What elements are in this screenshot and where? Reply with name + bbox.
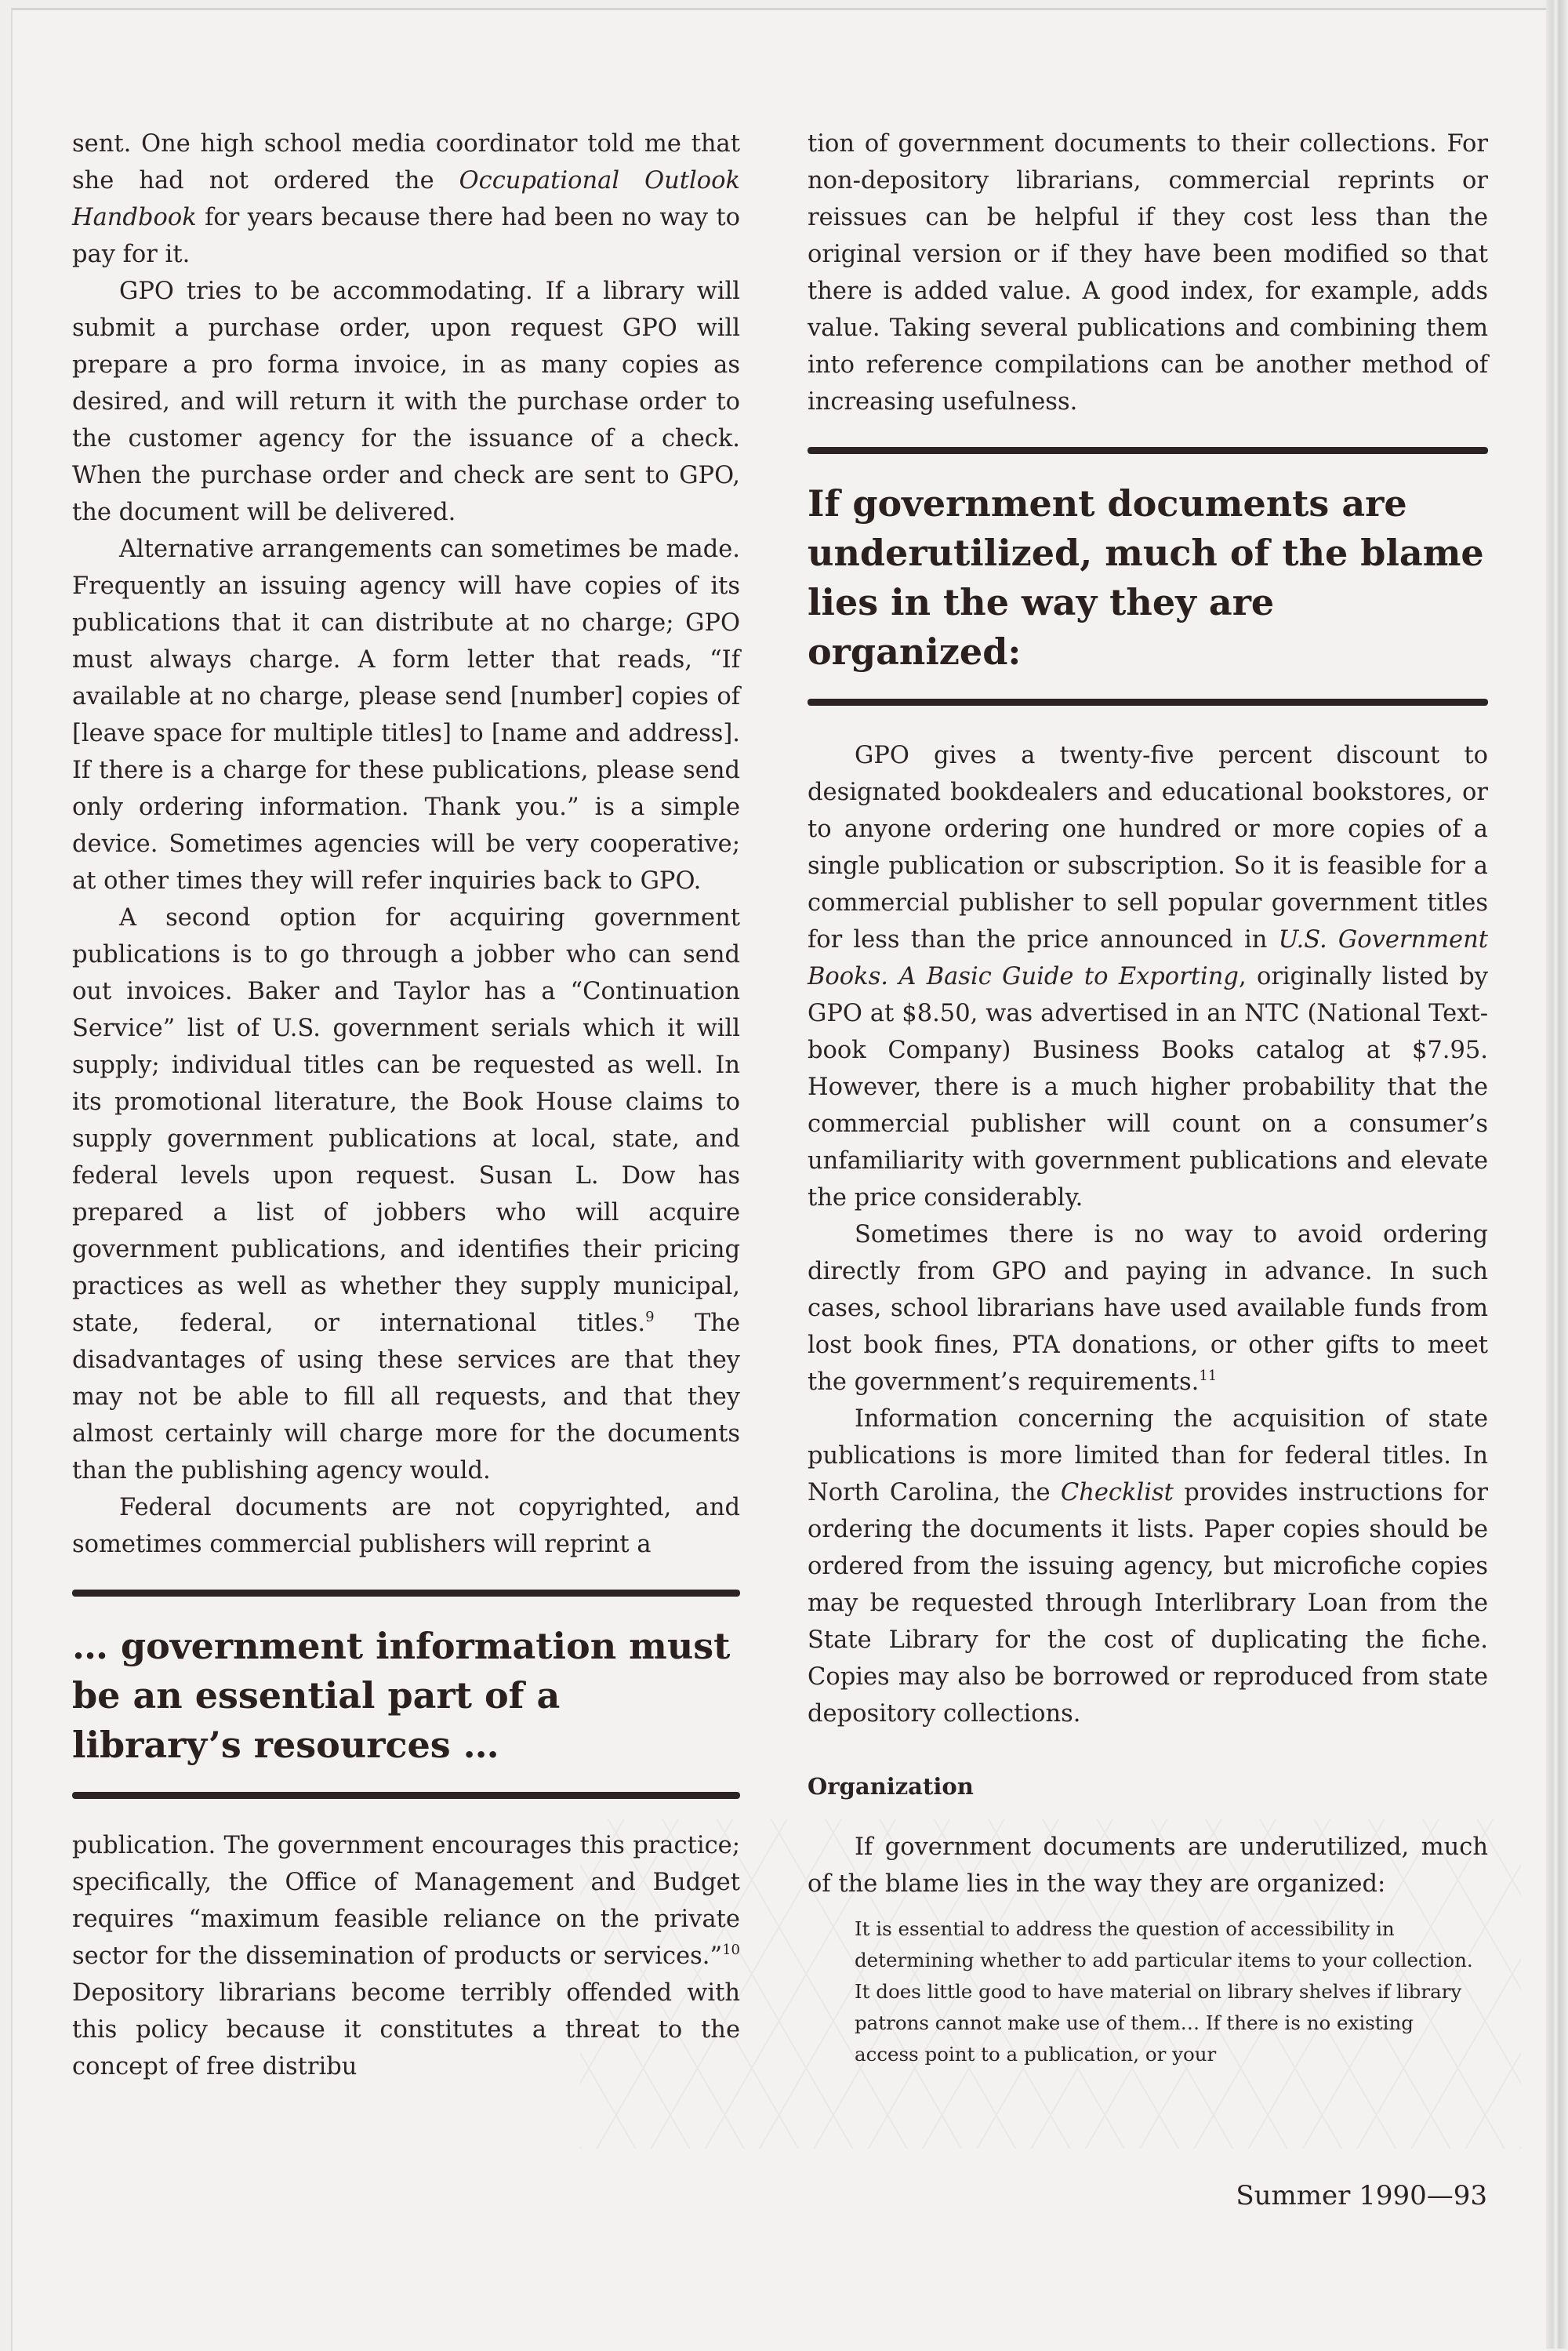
text: GPO gives a twenty-five percent discount to designated bookdealers and educational bookstores, or to anyone ordering one hundred or more copies of a single publication or subscription. So it is feasible for a commercial publisher to sell popular government titles for less than the price announced in [808, 742, 1488, 954]
paragraph: tion of government documents to their collections. For non-depository librarians, commercial reprints or reissues can be helpful if they cost less than the original version or if they have been modified so that there is added value. A good index, for example, adds value. Taking several publications and combining them into reference compilations can be another method of increasing usefulness. [808, 130, 1488, 416]
paragraph [808, 1401, 1488, 1732]
paragraph: If government documents are underutilized, much of the blame lies in the way they are organized: [808, 1833, 1488, 1898]
rule-divider [72, 1590, 740, 1597]
paragraph [808, 737, 1488, 1216]
paragraph [72, 899, 740, 1489]
paragraph: Alternative arrangements can sometimes be made. Frequently an issuing agency will have copies of its publications that it can distribute at no charge; GPO must always charge. A form letter that reads, “If available at no charge, please send [number] copies of [leave space for multiple titles] to [name and address]. If there is a charge for these publications, please send only ordering information. Thank you.” is a simple device. Sometimes agencies will be very cooperative; at other times they will refer inquiries back to GPO. [72, 536, 740, 895]
text: A second option for acquiring government publications is to go through a jobber who can send out invoices. Baker and Taylor has a “Continuation Service” list of U.S. government serials which it will supply; individual titles can be requested as well. In its promotional literature, the Book House claims to supply government publications at local, state, and federal levels upon request. Susan L. Dow has prepared a list of jobbers who will acquire government publications, and identifies their pricing practices as well as whether they supply municipal, state, federal, or international titles. [72, 904, 740, 1337]
left-column [72, 125, 740, 2085]
paragraph [72, 1827, 740, 2085]
page-edge [1546, 0, 1568, 2349]
paragraph [808, 1216, 1488, 1401]
publication-title: Checklist [1060, 1479, 1174, 1506]
text: The disadvantages of using these services are that they may not be able to fill all requests, and that they almost certainly will charge more for the documents than the publishing agency would. [72, 1310, 741, 1484]
text: Sometimes there is no way to avoid ordering directly from GPO and paying in advance. In such cases, school librarians have used available funds from lost book fines, PTA donations, or other gifts to meet the government’s requirements. [808, 1221, 1488, 1396]
section-heading: Organization [808, 1773, 974, 1800]
paragraph [72, 125, 740, 273]
pull-quote [72, 1590, 740, 1799]
pull-quote-text: … government information must be an essential part of a library’s resources … [72, 1625, 731, 1766]
text: publication. The government encourages this practice; specifically, the Office of Management and Budget requires “maximum feasible reliance on the private sector for the dissemination of products or services.” [72, 1832, 740, 1970]
rule-divider [72, 1792, 740, 1799]
paragraph: GPO tries to be accommodating. If a library will submit a purchase order, upon request GPO will prepare a pro forma invoice, in as many copies as desired, and will return it with the purchase order to the customer agency for the issuance of a check. When the purchase order and check are sent to GPO, the document will be delivered. [72, 278, 740, 526]
text: sent. One high school media coordinator told me that she had not ordered the [72, 130, 740, 194]
rule-divider [808, 447, 1488, 454]
book-title: Occupational Outlook Handbook [72, 167, 740, 231]
rule-divider [808, 699, 1488, 706]
pull-quote [808, 447, 1488, 706]
running-footer: Summer 1990—93 [1236, 2180, 1487, 2211]
right-column [808, 125, 1488, 2070]
text: Information concerning the acquisition of state publications is more limited than for federal titles. In North Carolina, the [808, 1405, 1488, 1506]
block-quote: It is essential to address the question of accessibility in determining whether to add particular items to your collection. It does little good to have material on library shelves if library patrons cannot make use of them… If there is no existing access point to a publication, or your [855, 1917, 1473, 2066]
footnote-ref: 9 [645, 1309, 655, 1325]
footnote-ref: 11 [1199, 1368, 1218, 1384]
paragraph: Federal documents are not copyrighted, and sometimes commercial publishers will reprint a [72, 1494, 740, 1558]
footnote-ref: 10 [722, 1942, 740, 1958]
text: provides instructions for ordering the documents it lists. Paper copies should be ordered from the issuing agency, but microfiche copies may be requested through Interlibrary Loan from the State Library for the cost of duplicating the fiche. Copies may also be borrowed or reproduced from state depository collections. [808, 1479, 1489, 1728]
text: Depository librarians become terribly offended with this policy because it constitutes a threat to the concept of free distribu [72, 1979, 740, 2080]
text: for years because there had been no way to pay for it. [72, 204, 740, 268]
pull-quote-text: If government documents are underutilized, much of the blame lies in the way they are organized: [808, 482, 1484, 673]
book-title: U.S. Government Books. A Basic Guide to Exporting [808, 926, 1488, 990]
text: , originally listed by GPO at $8.50, was advertised in an NTC (National Textbook Company) Business Books catalog at $7.95. However, there is a much higher probability that the commercial publisher will count on a consumer’s unfamiliarity with government publications and elevate the price considerably. [808, 963, 1488, 1212]
